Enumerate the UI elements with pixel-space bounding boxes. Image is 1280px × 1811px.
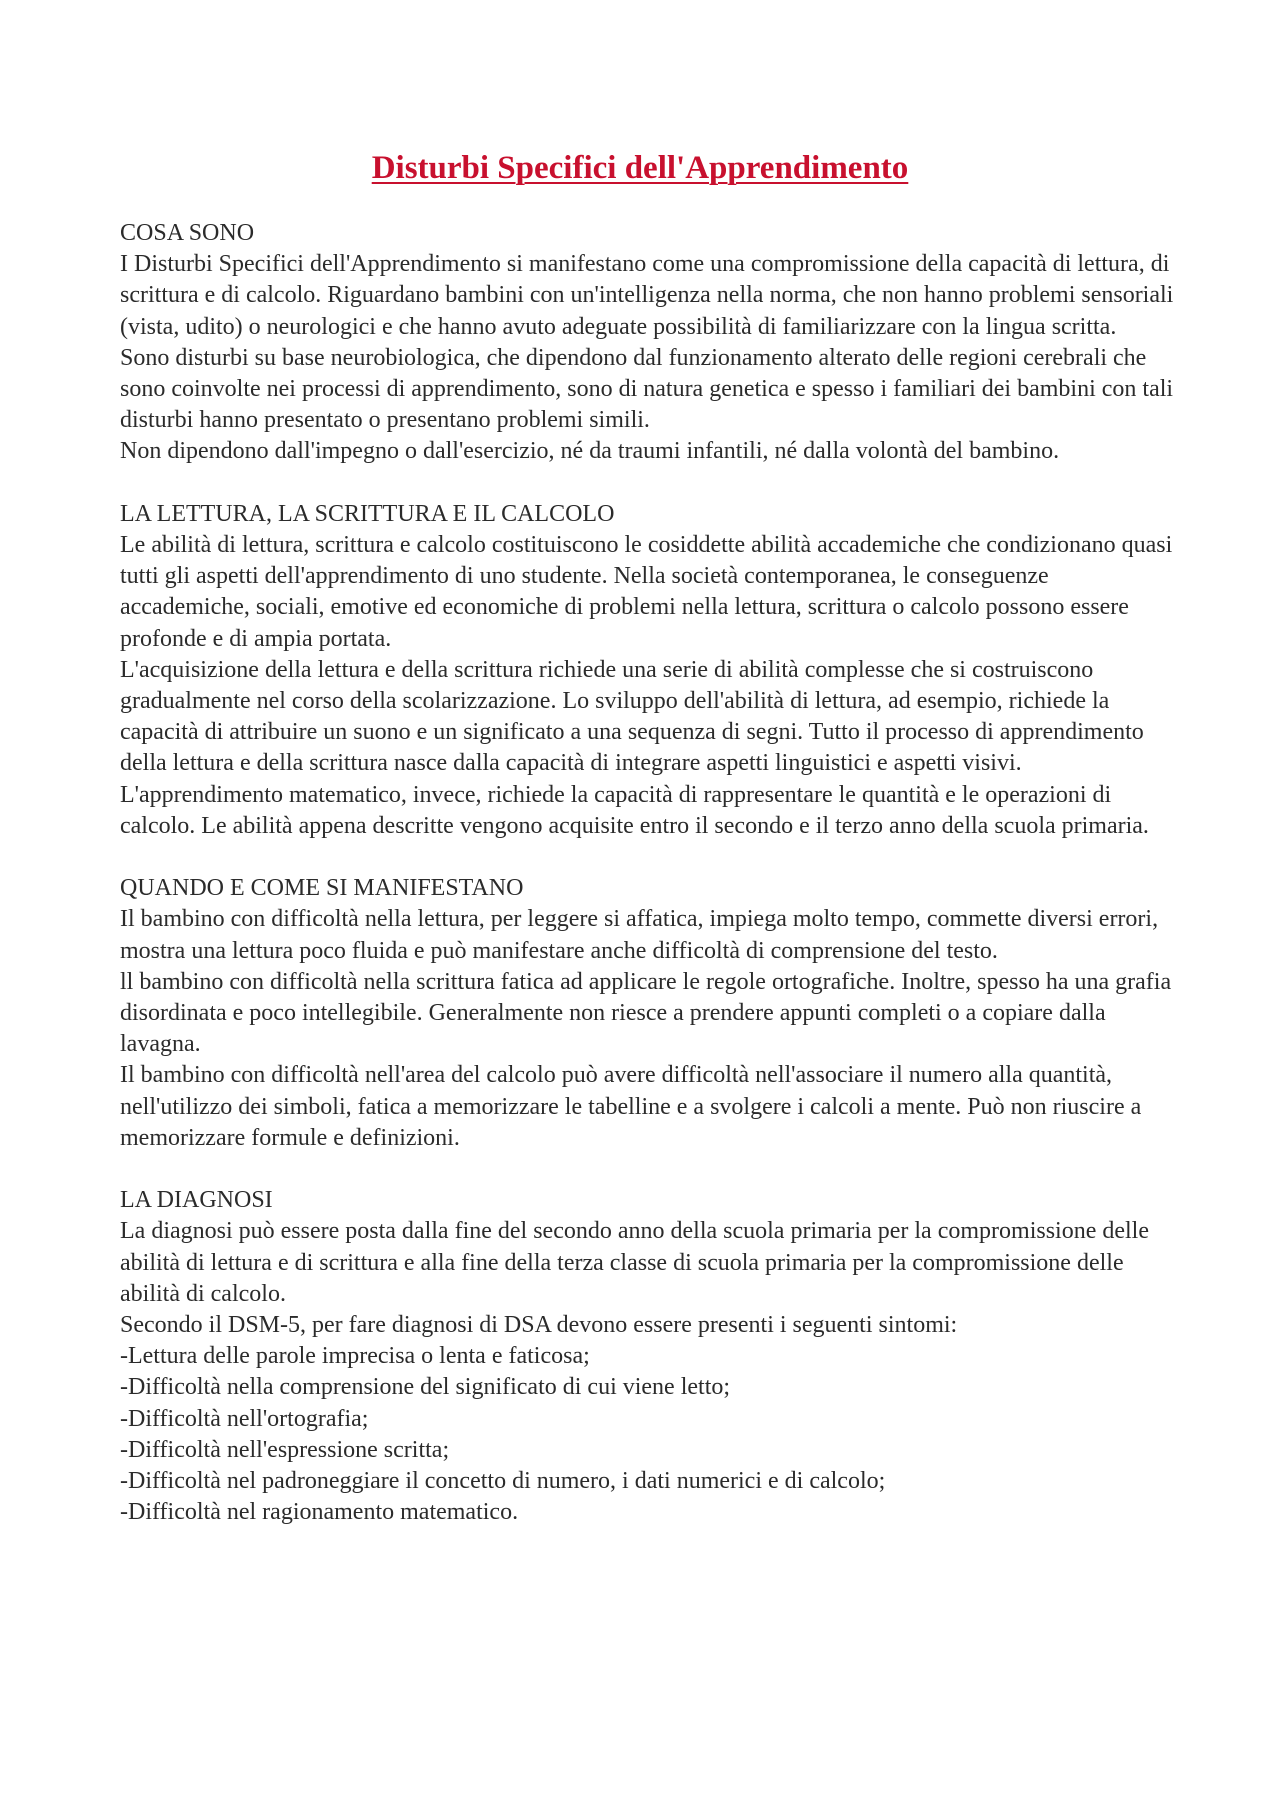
section-la-diagnosi xyxy=(120,1185,1180,1528)
symptom-list xyxy=(120,1341,1180,1528)
paragraph: Sono disturbi su base neurobiologica, che dipendono dal funzionamento alterato delle regioni cerebrali che sono coinvolte nei processi di apprendimento, sono di natura genetica e spesso i familiari dei bambini con tali disturbi hanno presentato o presentano problemi simili. xyxy=(120,344,1174,434)
paragraph: Secondo il DSM-5, per fare diagnosi di DSA devono essere presenti i seguenti sintomi: xyxy=(120,1312,958,1339)
paragraph: I Disturbi Specifici dell'Apprendimento si manifestano come una compromissione della capacità di lettura, di scrittura e di calcolo. Riguardano bambini con un'intelligenza nella norma, che non hanno problemi sensoriali (vista, udito) o neurologici e che hanno avuto adeguate possibilità di familiarizzare con la lingua scritta. xyxy=(120,251,1174,340)
document-body xyxy=(120,218,1180,1560)
paragraph: Il bambino con difficoltà nell'area del calcolo può avere difficoltà nell'associare il numero alla quantità, nell'utilizzo dei simboli, fatica a memorizzare le tabelline e a svolgere i calcoli a mente. Può non riuscire a memorizzare formule e definizioni. xyxy=(120,1062,1142,1151)
paragraph: Le abilità di lettura, scrittura e calcolo costituiscono le cosiddette abilità accademiche che condizionano quasi tutti gli aspetti dell'apprendimento di uno studente. Nella società contemporanea, le conseguenze accademiche, sociali, emotive ed economiche di problemi nella lettura, scrittura o calcolo possono essere profonde e di ampia portata. xyxy=(120,532,1173,652)
paragraph: L'acquisizione della lettura e della scrittura richiede una serie di abilità complesse che si costruiscono gradualmente nel corso della scolarizzazione. Lo sviluppo dell'abilità di lettura, ad esempio, richiede la capacità di attribuire un suono e un significato a una sequenza di segni. Tutto il processo di apprendimento della lettura e della scrittura nasce dalla capacità di integrare aspetti linguistici e aspetti visivi. L'apprendimento matematico, invece, richiede la capacità di rappresentare le quantità e le operazioni di calcolo. Le abilità appena descritte vengono acquisite entro il secondo e il terzo anno della scuola primaria. xyxy=(120,656,1149,839)
section-heading: COSA SONO xyxy=(120,220,255,246)
page-title: Disturbi Specifici dell'Apprendimento xyxy=(371,150,909,186)
section-cosa-sono xyxy=(120,218,1180,468)
paragraph: ll bambino con difficoltà nella scrittura fatica ad applicare le regole ortografiche. Inoltre, spesso ha una grafia disordinata e poco intellegibile. Generalmente non riesce a prendere appunti completi o a copiare dalla lavagna. xyxy=(120,968,1172,1058)
list-item: -Difficoltà nel ragionamento matematico. xyxy=(120,1499,519,1526)
section-lettura-scrittura-calcolo xyxy=(120,499,1180,842)
section-quando-e-come xyxy=(120,873,1180,1154)
list-item: -Difficoltà nel padroneggiare il concetto di numero, i dati numerici e di calcolo; xyxy=(120,1468,886,1495)
list-item: -Difficoltà nell'espressione scritta; xyxy=(120,1436,450,1463)
paragraph: Il bambino con difficoltà nella lettura, per leggere si affatica, impiega molto tempo, commette diversi errori, mostra una lettura poco fluida e può manifestare anche difficoltà di comprensione del testo. xyxy=(120,906,1159,964)
section-heading: LA DIAGNOSI xyxy=(120,1187,273,1214)
list-item: -Difficoltà nell'ortografia; xyxy=(120,1405,369,1432)
paragraph: Non dipendono dall'impegno o dall'esercizio, né da traumi infantili, né dalla volontà del bambino. xyxy=(120,438,1060,465)
section-heading: QUANDO E COME SI MANIFESTANO xyxy=(120,875,524,902)
section-heading: LA LETTURA, LA SCRITTURA E IL CALCOLO xyxy=(120,500,615,527)
list-item: -Lettura delle parole imprecisa o lenta e faticosa; xyxy=(120,1343,590,1370)
paragraph: La diagnosi può essere posta dalla fine del secondo anno della scuola primaria per la compromissione delle abilità di lettura e di scrittura e alla fine della terza classe di scuola primaria per la compromissione delle abilità di calcolo. xyxy=(120,1218,1149,1307)
list-item: -Difficoltà nella comprensione del significato di cui viene letto; xyxy=(120,1374,731,1401)
